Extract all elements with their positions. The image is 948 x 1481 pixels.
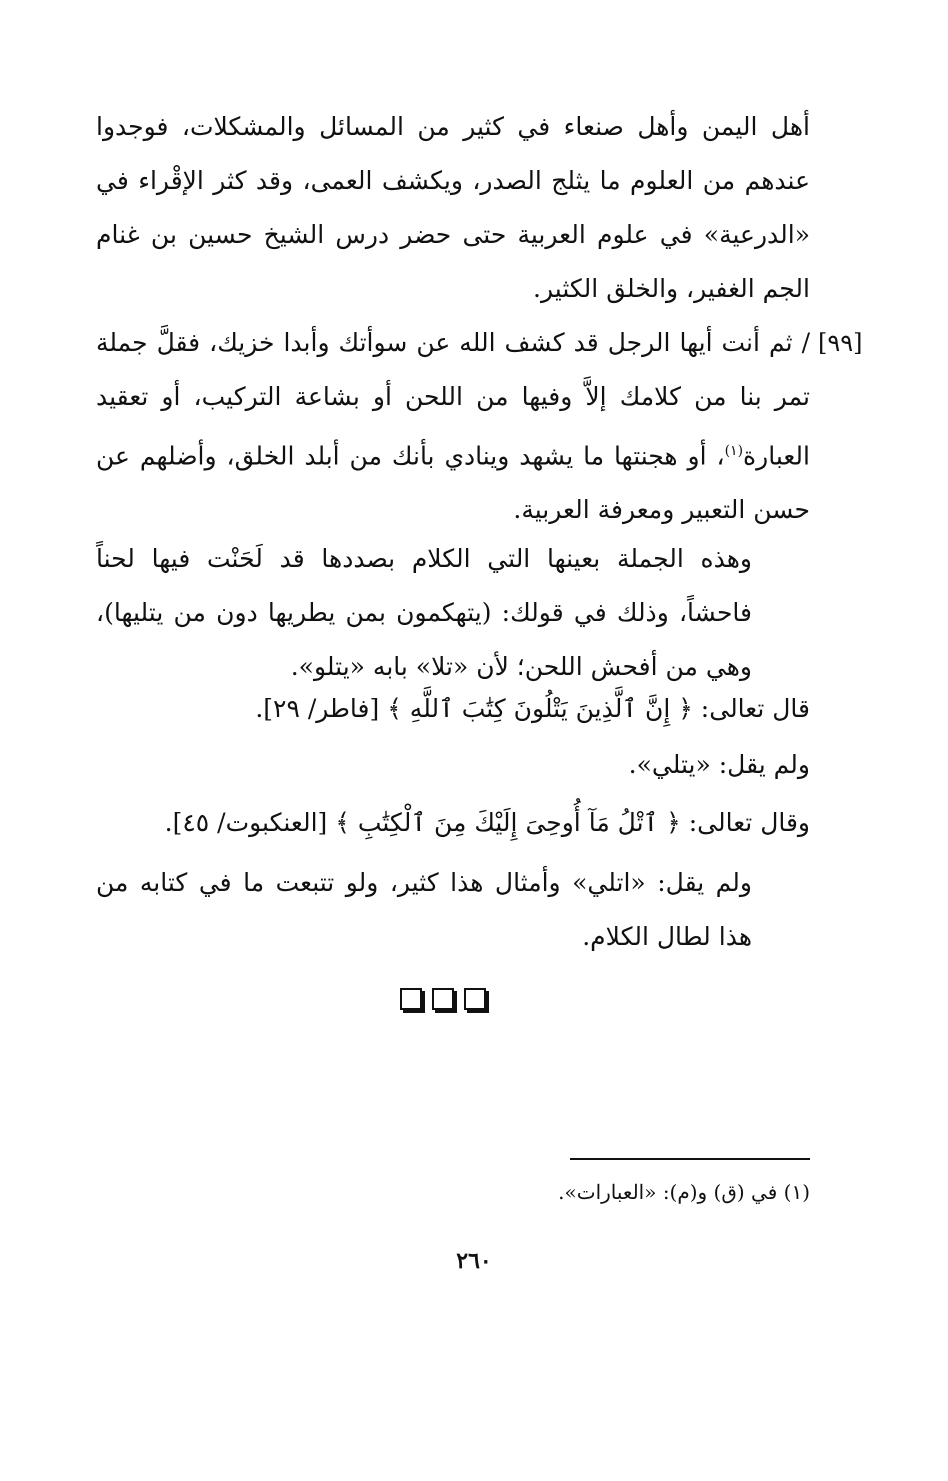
paragraph-intro xyxy=(96,100,810,316)
footnote-reference: (١) xyxy=(724,443,744,459)
paragraph-critique xyxy=(96,316,810,537)
quran-quote-ankabut: وقال تعالى: ﴿ ٱتْلُ مَآ أُوحِىَ إِلَيْكَ مِنَ ٱلْكِتَٰبِ ﴾ [العنكبوت/ ٤٥]. xyxy=(164,808,810,837)
paragraph-grammar-error xyxy=(96,532,810,694)
divider-box-icon xyxy=(432,988,454,1010)
paragraph-text xyxy=(96,316,810,537)
statement-yatli: ولم يقل: «يتلي». xyxy=(628,750,810,779)
paragraph-text-main: / ثم أنت أيها الرجل قد كشف الله عن سوأتك وأبدا خزيك، فقلَّ جملة تمر بنا من كلامك إلاَّ وفيها من اللحن أو بشاعة التركيب، أو تعقيد العبارة xyxy=(96,328,810,471)
original-page-marker: [٩٩] xyxy=(818,329,863,357)
paragraph-text-tail: ، أو هجنتها ما يشهد وينادي بأنك من أبلد الخلق، وأضلهم عن حسن التعبير ومعرفة العربية. xyxy=(96,441,810,525)
paragraph-text: وهذه الجملة بعينها التي الكلام بصددها قد لَحَنْت فيها لحناً فاحشاً، وذلك في قولك: (يتهكمون بمن يطريها دون من يتليها)، وهي من أفحش اللحن؛ لأن «تلا» بابه «يتلو». xyxy=(96,544,752,681)
page-number: ٢٦٠ xyxy=(456,1248,492,1274)
divider-box-icon xyxy=(464,988,486,1010)
paragraph-text: ولم يقل: «اتلي» وأمثال هذا كثير، ولو تتبعت ما في كتابه من هذا لطال الكلام. xyxy=(96,868,752,951)
footnote-separator xyxy=(570,1158,810,1160)
footnote: (١) في (ق) و(م): «العبارات». xyxy=(558,1180,810,1204)
paragraph-text: أهل اليمن وأهل صنعاء في كثير من المسائل والمشكلات، فوجدوا عندهم من العلوم ما يثلج الصدر، ويكشف العمى، وقد كثر الإقْراء في «الدرعية» في علوم العربية حتى حضر درس الشيخ حسين بن غنام الجم الغفير، والخلق الكثير. xyxy=(96,112,810,303)
divider-box-icon xyxy=(400,988,422,1010)
quran-quote-fatir: قال تعالى: ﴿ إِنَّ ٱلَّذِينَ يَتْلُونَ كِتَٰبَ ٱللَّهِ ﴾ [فاطر/ ٢٩]. xyxy=(255,694,810,723)
section-divider-boxes xyxy=(400,988,510,1014)
paragraph-closing xyxy=(96,856,810,964)
